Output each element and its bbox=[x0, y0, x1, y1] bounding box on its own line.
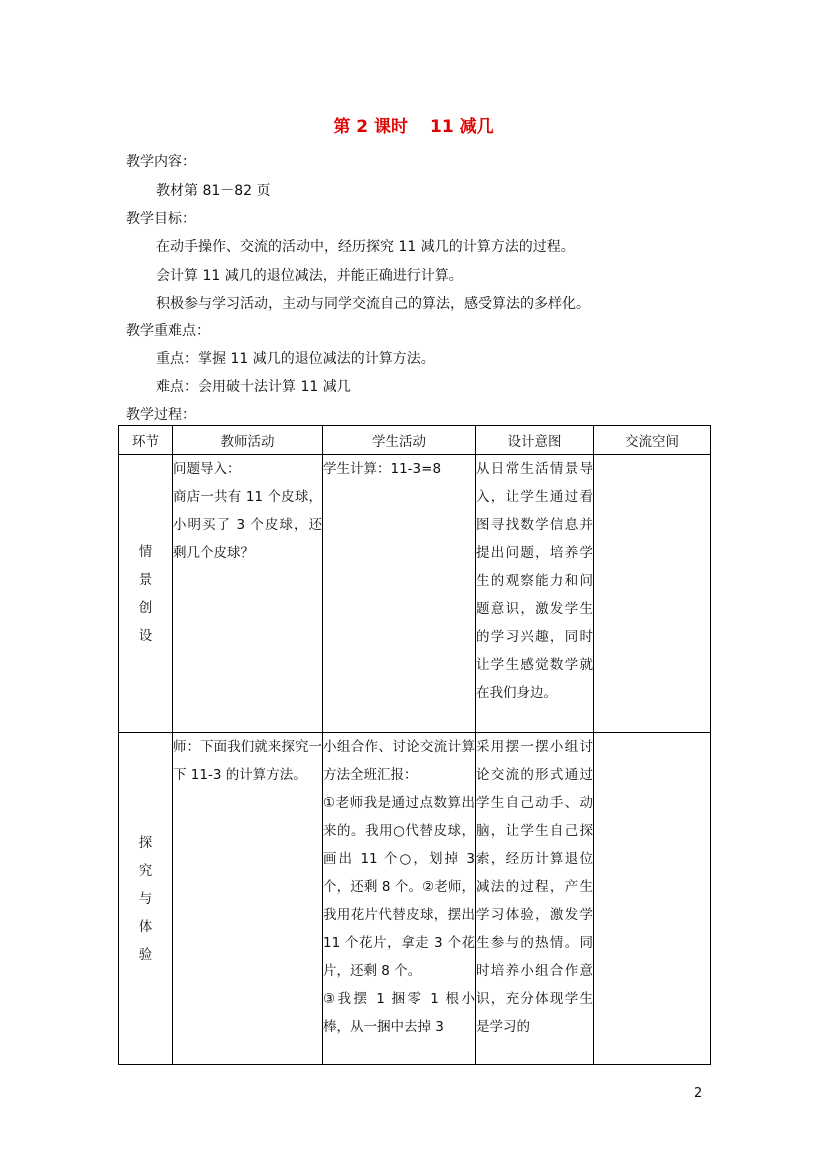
process-heading: 教学过程： bbox=[126, 407, 196, 423]
teacher-activity-cell: 师：下面我们就来探究一下 11-3 的计算方法。 bbox=[173, 733, 323, 1065]
key-points-heading: 教学重难点： bbox=[126, 323, 210, 339]
header-space: 交流空间 bbox=[594, 426, 711, 455]
design-intent-cell: 从日常生活情景导入，让学生通过看图寻找数学信息并提出问题，培养学生的观察能力和问题意识，激发学生的学习兴趣，同时让学生感觉数学就在我们身边。 bbox=[476, 455, 594, 733]
table-row bbox=[119, 733, 711, 1065]
goal-item: 在动手操作、交流的活动中，经历探究 11 减几的计算方法的过程。 bbox=[156, 239, 575, 255]
stage-cell: 情 景 创 设 bbox=[119, 455, 173, 733]
content-text: 教材第 81－82 页 bbox=[156, 183, 271, 199]
header-teacher: 教师活动 bbox=[173, 426, 323, 455]
key-point-item: 重点：掌握 11 减几的退位减法的计算方法。 bbox=[156, 351, 435, 367]
design-intent-cell: 采用摆一摆小组讨论交流的形式通过学生自己动手、动脑，让学生自己探索，经历计算退位减法的过程，产生学习体验，激发学生参与的热情。同时培养小组合作意识，充分体现学生是学习的 bbox=[476, 733, 594, 1065]
student-activity-cell: 小组合作、讨论交流计算方法全班汇报： ①老师我是通过点数算出来的。我用○代替皮球，画出 11 个○，划掉 3 个，还剩 8 个。②老师，我用花片代替皮球，摆出 11 个花片，拿走 3 个花片，还剩 8 个。 ③我摆 1 捆零 1 根小棒，从一捆中去掉 3 bbox=[323, 733, 476, 1065]
table-header-row bbox=[119, 426, 711, 455]
lesson-topic: 11 减几 bbox=[430, 117, 494, 137]
lesson-title bbox=[0, 112, 827, 137]
exchange-space-cell bbox=[594, 733, 711, 1065]
goal-item: 积极参与学习活动，主动与同学交流自己的算法，感受算法的多样化。 bbox=[156, 296, 590, 312]
stage-cell: 探 究 与 体 验 bbox=[119, 733, 173, 1065]
key-point-item: 难点：会用破十法计算 11 减几 bbox=[156, 379, 351, 395]
header-stage: 环节 bbox=[119, 426, 173, 455]
goals-heading: 教学目标： bbox=[126, 211, 196, 227]
lesson-number: 第 2 课时 bbox=[333, 117, 409, 137]
table-row bbox=[119, 455, 711, 733]
content-heading: 教学内容： bbox=[126, 154, 196, 170]
page-number: 2 bbox=[694, 1086, 703, 1101]
exchange-space-cell bbox=[594, 455, 711, 733]
teacher-activity-cell: 问题导入： 商店一共有 11 个皮球，小明买了 3 个皮球，还剩几个皮球？ bbox=[173, 455, 323, 733]
header-student: 学生活动 bbox=[323, 426, 476, 455]
lesson-table bbox=[118, 425, 711, 1065]
header-intent: 设计意图 bbox=[476, 426, 594, 455]
goal-item: 会计算 11 减几的退位减法，并能正确进行计算。 bbox=[156, 268, 463, 284]
student-activity-cell: 学生计算：11-3=8 bbox=[323, 455, 476, 733]
